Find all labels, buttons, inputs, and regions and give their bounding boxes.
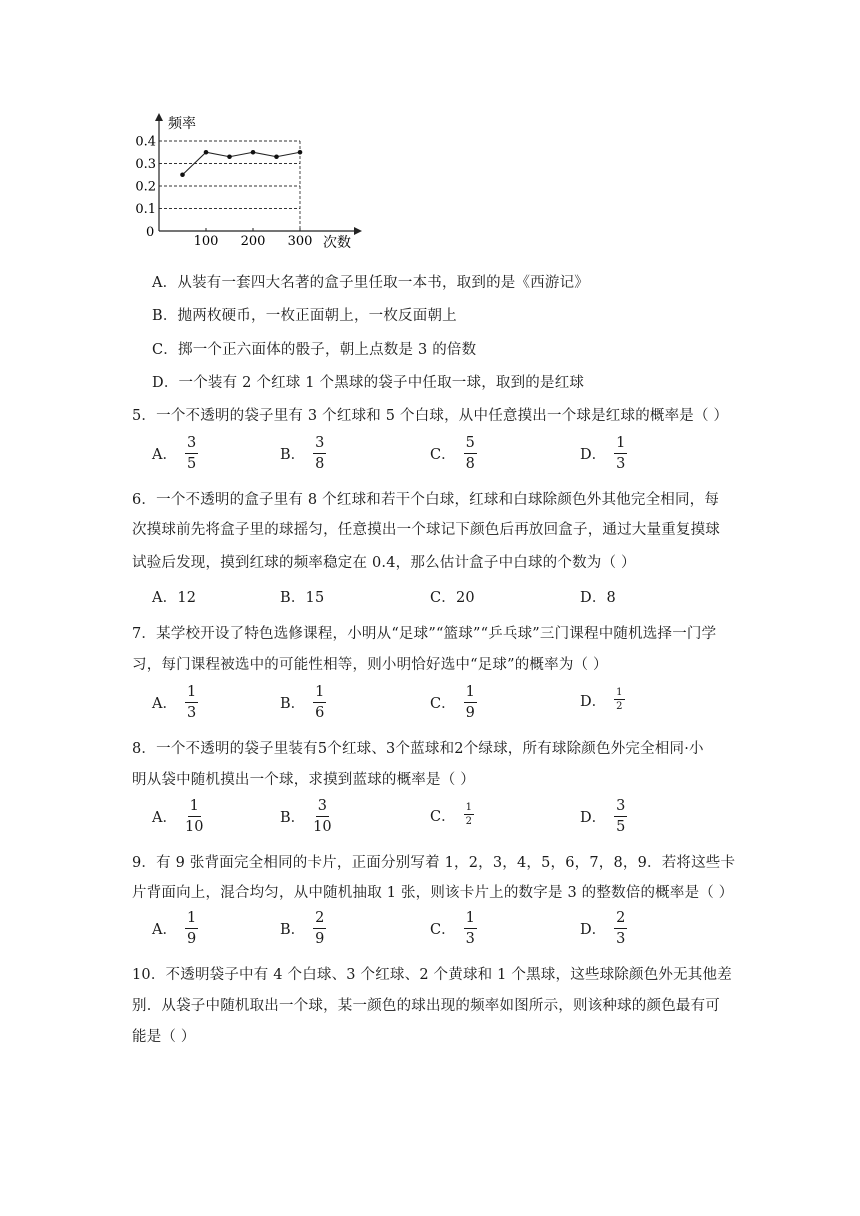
q5-option-d bbox=[580, 436, 627, 471]
option-label: A． bbox=[152, 922, 177, 938]
denominator: 10 bbox=[184, 818, 204, 835]
q6-option-d: D．8 bbox=[580, 590, 616, 606]
option-label: A． bbox=[152, 696, 177, 712]
q4-option-b: B．抛两枚硬币，一枚正面朝上，一枚反面朝上 bbox=[152, 308, 457, 324]
denominator: 3 bbox=[186, 704, 197, 721]
chart-ticks bbox=[135, 135, 312, 250]
option-label: B． bbox=[280, 447, 306, 463]
y-axis-arrow bbox=[155, 113, 163, 121]
q4-option-d: D．一个装有 2 个红球 1 个黑球的袋子中任取一球，取到的是红球 bbox=[152, 375, 585, 391]
numerator: 2 bbox=[614, 911, 627, 929]
numerator: 1 bbox=[464, 685, 477, 703]
q8-stem-line-2: 明从袋中随机摸出一个球，求摸到蓝球的概率是（ ） bbox=[132, 772, 475, 788]
denominator: 9 bbox=[465, 704, 475, 721]
q9-option-c bbox=[430, 911, 477, 946]
denominator: 3 bbox=[465, 930, 475, 947]
option-label: D． bbox=[580, 810, 607, 826]
denominator: 3 bbox=[616, 930, 626, 947]
denominator: 3 bbox=[616, 455, 626, 472]
q9-stem-line-2: 片背面向上，混合均匀，从中随机抽取 1 张，则该卡片上的数字是 3 的整数倍的概率是（ ） bbox=[132, 885, 734, 901]
x-axis-label: 次数 bbox=[323, 235, 351, 251]
q8-option-d bbox=[580, 799, 627, 834]
denominator: 8 bbox=[465, 455, 475, 472]
x-axis-arrow bbox=[354, 227, 362, 235]
q7-option-b bbox=[280, 685, 326, 720]
q4-option-c: C．掷一个正六面体的骰子，朝上点数是 3 的倍数 bbox=[152, 342, 477, 358]
data-point bbox=[298, 150, 303, 155]
denominator: 9 bbox=[186, 930, 197, 947]
x-tick-label: 200 bbox=[240, 234, 266, 249]
q6-stem-line-3: 试验后发现，摸到红球的频率稳定在 0.4，那么估计盒子中白球的个数为（ ） bbox=[132, 555, 636, 571]
frequency-line-chart bbox=[135, 110, 370, 255]
q7-stem-line-1: 7．某学校开设了特色选修课程，小明从“足球”“篮球”“乒乓球”三门课程中随机选择一门学 bbox=[132, 626, 717, 642]
option-label: C． bbox=[430, 922, 456, 938]
q6-stem-line-2: 次摸球前先将盒子里的球摇匀，任意摸出一个球记下颜色后再放回盒子，通过大量重复摸球 bbox=[132, 522, 720, 538]
data-point bbox=[204, 150, 209, 155]
option-label: D． bbox=[580, 693, 607, 710]
numerator: 1 bbox=[614, 436, 627, 454]
denominator: 5 bbox=[616, 818, 626, 835]
q8-option-c bbox=[430, 803, 474, 827]
numerator: 3 bbox=[316, 799, 329, 817]
numerator: 3 bbox=[614, 799, 627, 817]
q9-option-a bbox=[152, 911, 198, 946]
denominator: 6 bbox=[315, 704, 325, 721]
q8-option-b bbox=[280, 799, 332, 834]
numerator: 3 bbox=[185, 436, 198, 454]
q8-stem-line-1: 8．一个不透明的袋子里装有5个红球、3个蓝球和2个绿球，所有球除颜色外完全相同·小 bbox=[132, 741, 704, 757]
option-label: A． bbox=[152, 447, 177, 463]
q5-option-b bbox=[280, 436, 326, 471]
y-tick-label: 0.2 bbox=[135, 179, 156, 195]
q5-stem: 5．一个不透明的袋子里有 3 个红球和 5 个白球，从中任意摸出一个球是红球的概率是（ ） bbox=[132, 408, 729, 424]
option-label: B． bbox=[280, 696, 306, 712]
denominator: 5 bbox=[186, 455, 197, 472]
denominator: 8 bbox=[315, 455, 325, 472]
q10-stem-line-1: 10．不透明袋子中有 4 个白球、3 个红球、2 个黄球和 1 个黑球，这些球除颜色外无其他差 bbox=[132, 967, 732, 983]
denominator: 9 bbox=[315, 930, 325, 947]
q7-option-d bbox=[580, 688, 625, 712]
option-label: C． bbox=[430, 447, 456, 463]
q9-option-d bbox=[580, 911, 627, 946]
option-label: B． bbox=[280, 810, 306, 826]
data-point bbox=[274, 154, 279, 159]
denominator: 2 bbox=[465, 816, 472, 827]
y-tick-label: 0.3 bbox=[135, 157, 156, 172]
q6-option-b: B．15 bbox=[280, 590, 325, 606]
q7-option-c bbox=[430, 685, 477, 720]
option-label: D． bbox=[580, 447, 607, 463]
denominator: 2 bbox=[616, 701, 623, 712]
origin-label: 0 bbox=[146, 225, 155, 240]
x-tick-label: 100 bbox=[193, 234, 219, 249]
numerator: 1 bbox=[313, 685, 326, 703]
denominator: 10 bbox=[313, 818, 332, 835]
q7-stem-line-2: 习，每门课程被选中的可能性相等，则小明恰好选中“足球”的概率为（ ） bbox=[132, 657, 608, 673]
data-point bbox=[251, 150, 256, 155]
numerator: 1 bbox=[185, 911, 198, 929]
q6-option-a: A．12 bbox=[152, 590, 197, 606]
y-tick-label: 0.4 bbox=[135, 134, 156, 150]
q5-option-c bbox=[430, 436, 477, 471]
q9-option-b bbox=[280, 911, 326, 946]
numerator: 5 bbox=[464, 436, 477, 454]
numerator: 3 bbox=[313, 436, 326, 454]
option-label: C． bbox=[430, 808, 456, 825]
q6-stem-line-1: 6．一个不透明的盒子里有 8 个红球和若干个白球，红球和白球除颜色外其他完全相同，每 bbox=[132, 492, 720, 508]
q6-option-c: C．20 bbox=[430, 590, 475, 606]
q7-option-a bbox=[152, 685, 198, 720]
numerator: 1 bbox=[185, 685, 198, 703]
y-axis-label: 频率 bbox=[168, 116, 196, 132]
numerator: 1 bbox=[616, 687, 623, 698]
numerator: 2 bbox=[313, 911, 326, 929]
q10-stem-line-2: 别．从袋子中随机取出一个球，某一颜色的球出现的频率如图所示，则该种球的颜色最有可 bbox=[132, 998, 720, 1014]
numerator: 1 bbox=[188, 799, 201, 817]
data-point bbox=[227, 154, 232, 159]
q10-stem-line-3: 能是（ ） bbox=[132, 1029, 196, 1045]
option-label: D． bbox=[580, 922, 607, 938]
x-tick-label: 300 bbox=[287, 234, 313, 249]
option-label: B． bbox=[280, 922, 306, 938]
option-label: A． bbox=[152, 810, 177, 826]
q5-option-a bbox=[152, 436, 198, 471]
data-point bbox=[180, 172, 185, 177]
q4-option-a: A．从装有一套四大名著的盒子里任取一本书，取到的是《西游记》 bbox=[152, 275, 589, 291]
option-label: C． bbox=[430, 696, 456, 712]
numerator: 1 bbox=[464, 911, 477, 929]
y-tick-label: 0.1 bbox=[135, 202, 156, 217]
q8-option-a bbox=[152, 799, 203, 834]
numerator: 1 bbox=[465, 802, 472, 813]
q9-stem-line-1: 9．有 9 张背面完全相同的卡片，正面分别写着 1，2，3，4，5，6，7，8，9．若将这些卡 bbox=[132, 855, 736, 871]
